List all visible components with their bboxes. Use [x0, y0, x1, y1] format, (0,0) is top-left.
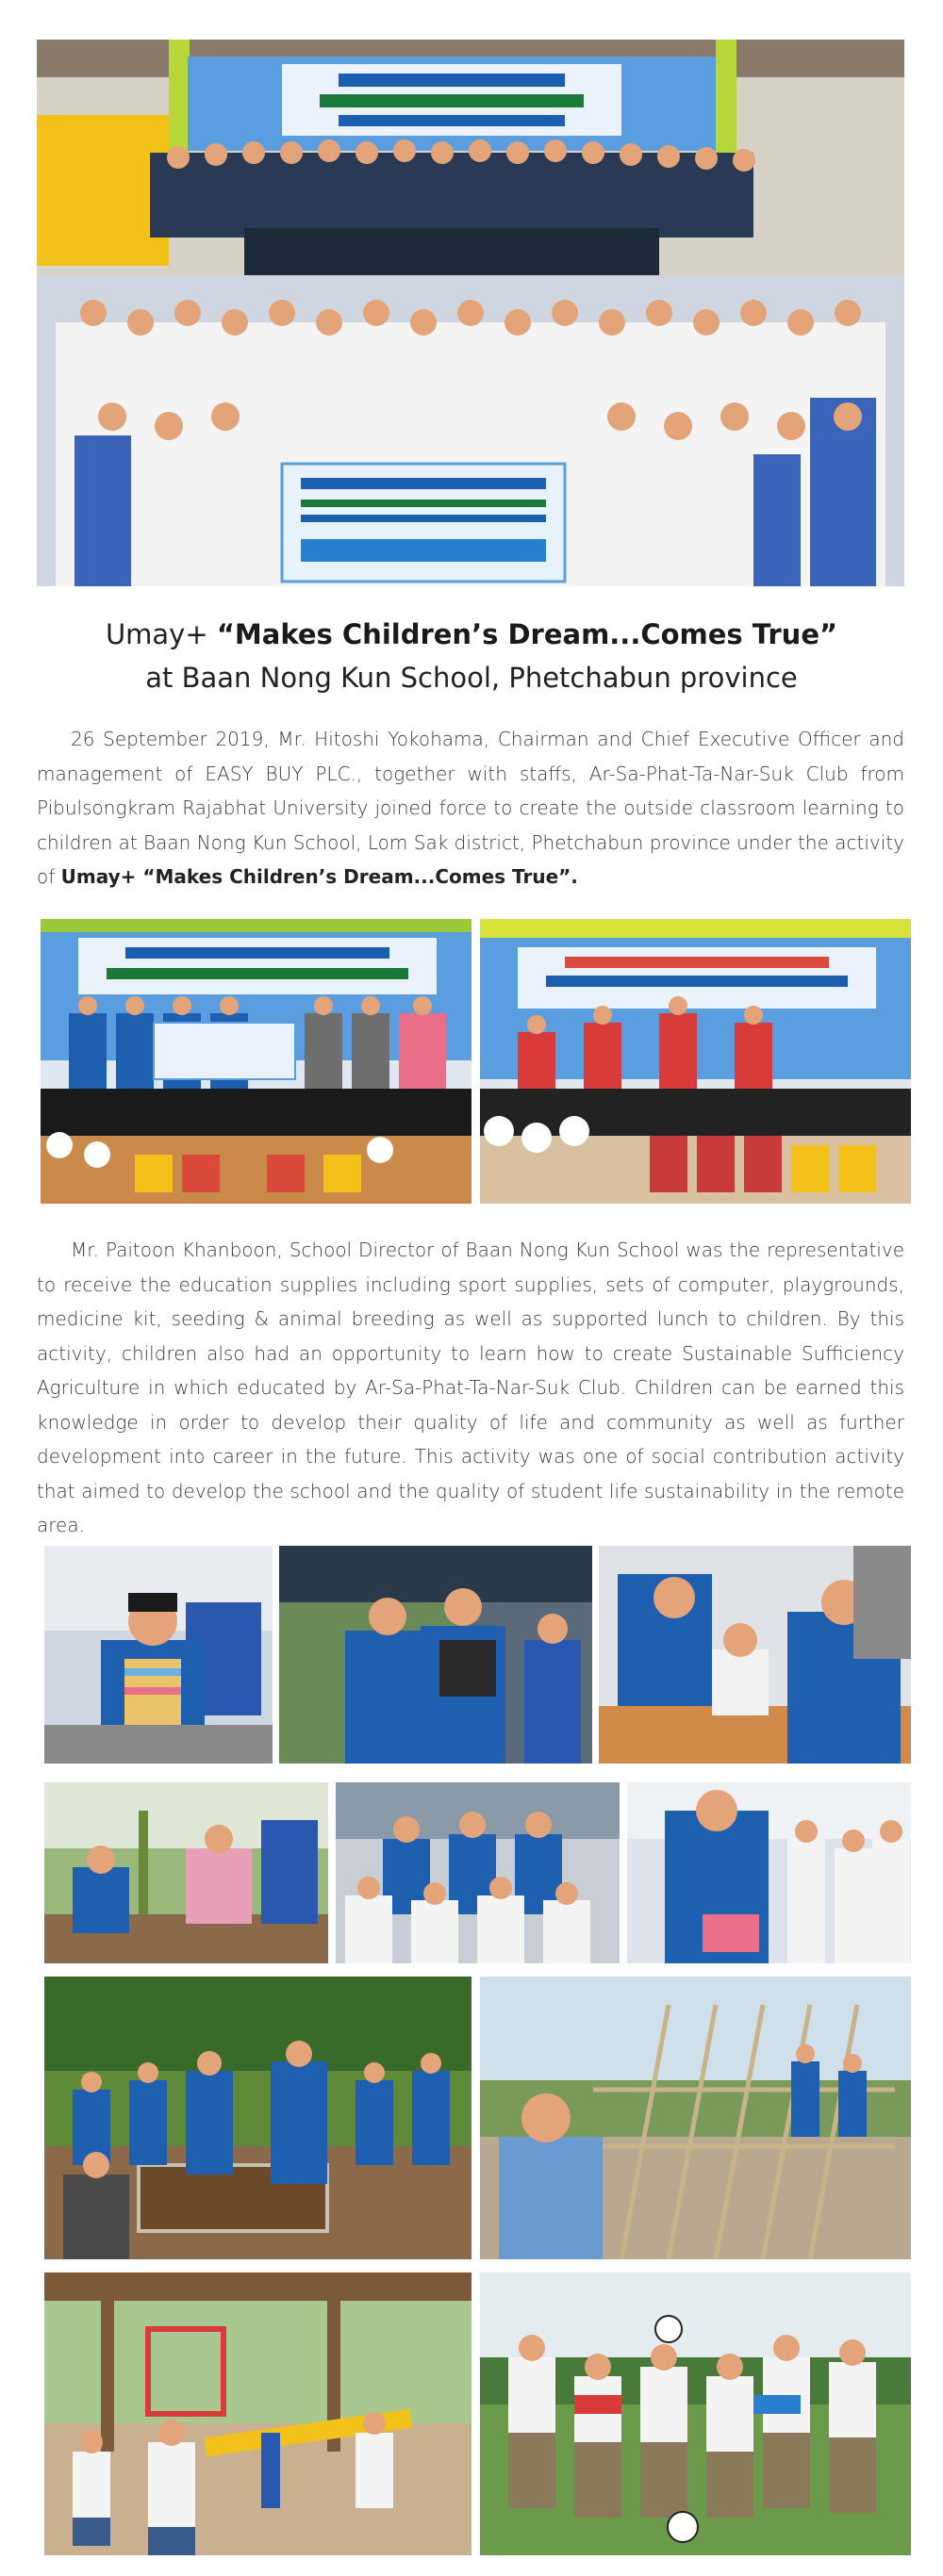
gallery-photo-helping-student — [599, 1546, 911, 1764]
photo-student-dance — [480, 919, 911, 1204]
gallery-photo-computer-handover — [279, 1546, 592, 1764]
article-headline — [0, 613, 943, 699]
gallery-photo-staff-and-students — [336, 1782, 620, 1963]
gallery-photo-celebrating-students — [480, 2272, 911, 2555]
photo-staff-donation — [41, 919, 472, 1204]
hero-group-photo — [37, 40, 904, 586]
intro-emphasis: Umay+ “Makes Children’s Dream...Comes True”. — [60, 865, 578, 888]
headline-prefix: Umay+ — [105, 618, 217, 650]
gallery-photo-supplies-carry — [44, 1546, 273, 1764]
gallery-photo-bamboo-trellis — [480, 1977, 911, 2259]
details-paragraph — [37, 1233, 904, 1543]
headline-location: at Baan Nong Kun School, Phetchabun province — [145, 662, 798, 694]
intro-text: 26 September 2019, Mr. Hitoshi Yokohama, Chairman and Chief Executive Officer and management of EASY BUY PLC., together with staffs, Ar-Sa-Phat-Ta-Nar-Suk Club from Pibulsongkram Rajabhat University joined force to create the outside classroom learning to children at Baan Nong Kun School, Lom Sak district, Phetchabun province under the activity of — [37, 728, 904, 888]
gallery-photo-planting — [44, 1782, 328, 1963]
gallery-photo-playground — [44, 2272, 472, 2555]
headline-quote: “Makes Children’s Dream...Comes True” — [216, 618, 838, 650]
details-text: Mr. Paitoon Khanboon, School Director of Baan Nong Kun School was the representative to receive the education supplies including sport supplies, sets of computer, playgrounds, medicine kit, seeding & animal breeding as well as supported lunch to children. By this activity, children also had an opportunity to learn how to create Sustainable Sufficiency Agriculture in which educated by Ar-Sa-Phat-Ta-Nar-Suk Club. Children can be earned this knowledge in order to develop their quality of life and community as well as further development into career in the future. This activity was one of social contribution activity that aimed to develop the school and the quality of student life sustainability in the remote area. — [37, 1239, 904, 1536]
gallery-photo-medicine-kit — [627, 1782, 911, 1963]
intro-paragraph — [37, 722, 904, 894]
gallery-photo-garden-work — [44, 1977, 472, 2259]
